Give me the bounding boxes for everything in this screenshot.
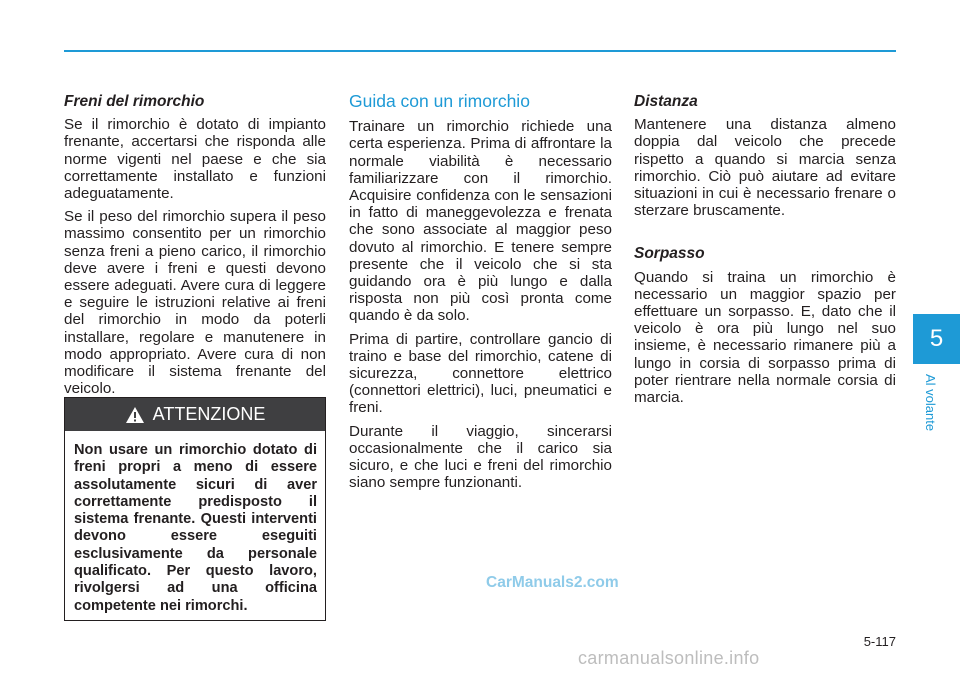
paragraph: Durante il viaggio, sincerarsi occasionalmente che il carico sia sicuro, e che luci e freni del rimorchio siano sempre funzionanti. — [349, 422, 612, 492]
paragraph: Se il rimorchio è dotato di impianto frenante, accertarsi che risponda alle norme vigenti nel paese e che sia correttamente installato e funzioni adeguatamente. — [64, 116, 326, 203]
warning-triangle-icon — [125, 406, 145, 424]
watermark-carmanuals2: CarManuals2.com — [486, 574, 619, 591]
column-towing — [349, 93, 612, 497]
page-number: 5-117 — [863, 634, 896, 649]
column-distance-overtaking — [634, 93, 896, 412]
paragraph: Mantenere una distanza almeno doppia dal veicolo che precede rispetto a quando si marcia senza rimorchio. Ciò può aiutare ad evitare situazioni in cui è necessario frenare o sterzare bruscamente. — [634, 116, 896, 220]
heading-overtaking: Sorpasso — [634, 245, 705, 263]
warning-text: Non usare un rimorchio dotato di freni propri a meno di essere assolutamente sicuri di aver correttamente predisposto il sistema frenante. Questi interventi devono essere eseguiti esclusivamente da personale qualificato. Per questo lavoro, rivolgersi ad una officina competente nei rimorchi. — [74, 442, 317, 614]
watermark-carmanualsonline: carmanualsonline.info — [578, 648, 760, 668]
heading-distance: Distanza — [634, 93, 698, 110]
top-rule — [64, 50, 896, 52]
section-title-towing: Guida con un rimorchio — [349, 91, 530, 111]
paragraph: Trainare un rimorchio richiede una certa esperienza. Prima di affrontare la normale viabilità è necessario familiarizzare con il rimorchio. Acquisire confidenza con le sensazioni in fatto di maneggevolezza e frenata che sono associate al maggior peso dovuto al rimorchio. E tenere sempre presente che il veicolo che si sta guidando ora è più lungo e dalla risposta non più così pronta come quando è da solo. — [349, 118, 612, 325]
paragraph: Quando si traina un rimorchio è necessario un maggior spazio per effettuare un sorpasso. E, dato che il veicolo è ora più lungo nel suo insieme, è necessario rimanere più a lungo in corsia di sorpasso prima di poter rientrare nella normale corsia di marcia. — [634, 268, 896, 407]
warning-box — [64, 397, 326, 621]
chapter-label: Al volante — [923, 373, 939, 431]
chapter-tab: 5 — [913, 314, 960, 364]
paragraph: Prima di partire, controllare gancio di traino e base del rimorchio, catene di sicurezza, connettore elettrico (connettori elettrici), luci, pneumatici e freni. — [349, 330, 612, 417]
heading-trailer-brakes: Freni del rimorchio — [64, 93, 205, 110]
paragraph: Se il peso del rimorchio supera il peso massimo consentito per un rimorchio senza freni a pieno carico, il rimorchio deve avere i freni e questi devono essere adeguati. Avere cura di leggere e seguire le istruzioni relative ai freni del rimorchio in modo da poterli installare, regolare e manutenere in modo appropriato. Avere cura di non modificare il sistema frenante del veicolo. — [64, 208, 326, 398]
column-trailer-brakes — [64, 93, 326, 403]
warning-title: ATTENZIONE — [152, 404, 266, 424]
warning-header — [65, 398, 325, 431]
